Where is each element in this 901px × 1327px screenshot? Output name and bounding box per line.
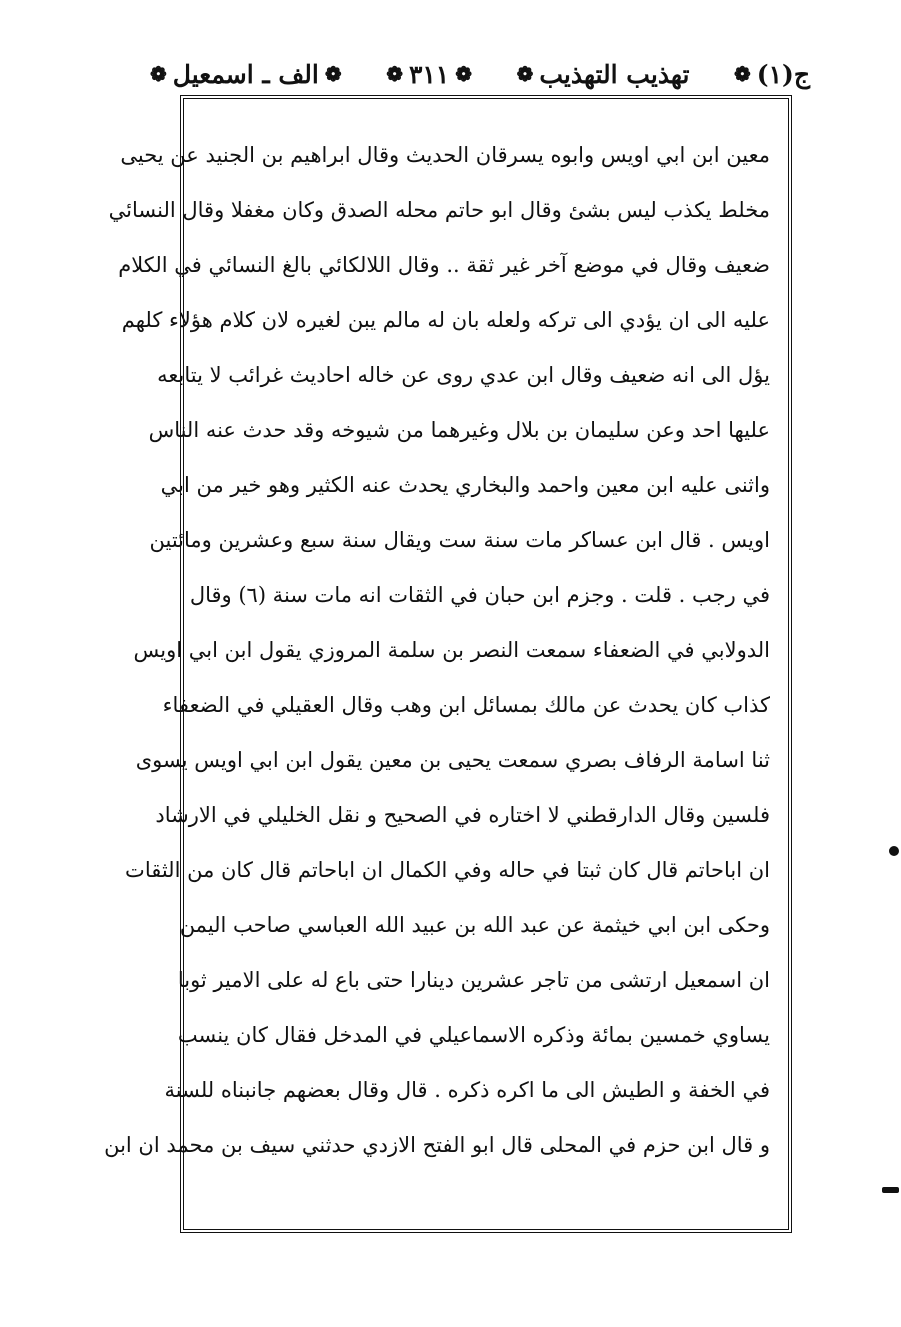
text-line: كذاب كان يحدث عن مالك بمسائل ابن وهب وقال العقيلي في الضعفاء bbox=[162, 693, 770, 717]
flower-ornament-icon: ❁ bbox=[516, 62, 534, 86]
volume-label bbox=[734, 60, 810, 89]
text-line: اويس . قال ابن عساكر مات سنة ست ويقال سنة سبع وعشرين ومائتين bbox=[149, 528, 770, 552]
text-line: فلسين وقال الدارقطني لا اختاره في الصحيح و نقل الخليلي في الارشاد bbox=[155, 803, 770, 827]
page-number-group bbox=[386, 60, 472, 89]
volume-number: ج(١) bbox=[756, 59, 810, 89]
book-title-group bbox=[517, 60, 690, 89]
text-line: واثنى عليه ابن معين واحمد والبخاري يحدث عنه الكثير وهو خير من ابي bbox=[160, 473, 770, 497]
page-number: ٣١١ bbox=[408, 59, 450, 89]
body-text bbox=[104, 128, 770, 1173]
text-line: يساوي خمسين بمائة وذكره الاسماعيلي في المدخل فقال كان ينسب bbox=[177, 1023, 770, 1047]
flower-ornament-icon: ❁ bbox=[733, 62, 751, 86]
scan-mark bbox=[889, 846, 899, 856]
text-line: ثنا اسامة الرفاف بصري سمعت يحيى بن معين يقول ابن ابي اويس يسوى bbox=[135, 748, 770, 772]
flower-ornament-icon: ❁ bbox=[324, 62, 342, 86]
book-title: تهذيب التهذيب bbox=[539, 59, 690, 89]
section-group bbox=[150, 60, 342, 89]
text-line: وحكى ابن ابي خيثمة عن عبد الله بن عبيد الله العباسي صاحب اليمن bbox=[179, 913, 770, 937]
section-label: الف ـ اسمعيل bbox=[172, 59, 319, 89]
page-header bbox=[150, 54, 810, 94]
text-line: ان اباحاتم قال كان ثبتا في حاله وفي الكمال ان اباحاتم قال كان من الثقات bbox=[125, 858, 770, 882]
text-line: معين ابن ابي اويس وابوه يسرقان الحديث وقال ابراهيم بن الجنيد عن يحيى bbox=[120, 143, 770, 167]
flower-ornament-icon: ❁ bbox=[386, 62, 403, 86]
text-line: عليها احد وعن سليمان بن بلال وغيرهما من شيوخه وقد حدث عنه الناس bbox=[148, 418, 770, 442]
text-line: مخلط يكذب ليس بشئ وقال ابو حاتم محله الصدق وكان مغفلا وقال النسائي bbox=[108, 198, 770, 222]
flower-ornament-icon: ❁ bbox=[150, 62, 167, 86]
text-line: يؤل الى انه ضعيف وقال ابن عدي روى عن خاله احاديث غرائب لا يتابعه bbox=[157, 363, 770, 387]
text-line: في الخفة و الطيش الى ما اكره ذكره . قال وقال بعضهم جانبناه للسنة bbox=[164, 1078, 770, 1102]
text-line: ان اسمعيل ارتشى من تاجر عشرين دينارا حتى باع له على الامير ثوبا bbox=[177, 968, 770, 992]
text-line: عليه الى ان يؤدي الى تركه ولعله بان له مالم يبن لغيره لان كلام هؤلاء كلهم bbox=[121, 308, 770, 332]
scan-mark bbox=[882, 1187, 899, 1193]
text-line: في رجب . قلت . وجزم ابن حبان في الثقات انه مات سنة (٦) وقال bbox=[189, 583, 770, 607]
text-line: ضعيف وقال في موضع آخر غير ثقة .. وقال اللالكائي بالغ النسائي في الكلام bbox=[118, 253, 770, 277]
text-line: الدولابي في الضعفاء سمعت النصر بن سلمة المروزي يقول ابن ابي اويس bbox=[133, 638, 770, 662]
flower-ornament-icon: ❁ bbox=[455, 62, 473, 86]
text-line: و قال ابن حزم في المحلى قال ابو الفتح الازدي حدثني سيف بن محمد ان ابن bbox=[104, 1133, 770, 1157]
